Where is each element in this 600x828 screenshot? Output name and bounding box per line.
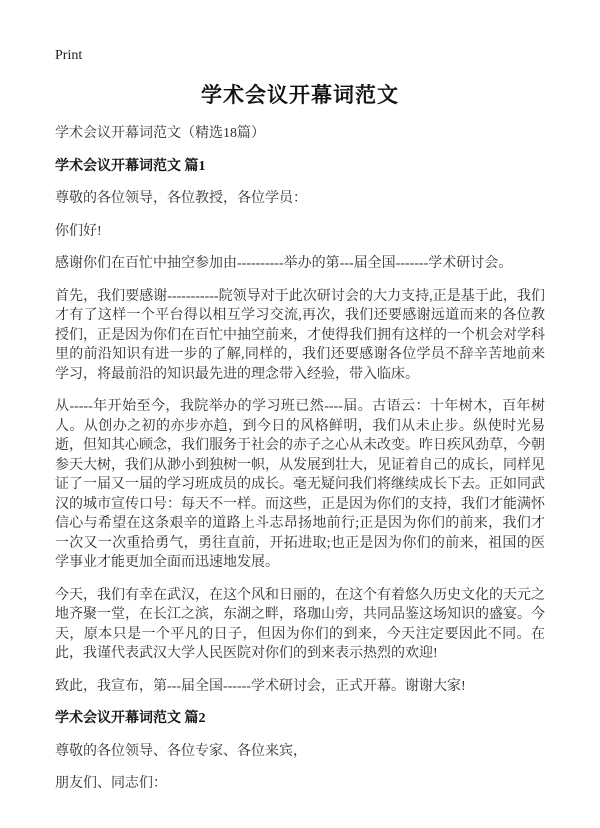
section-heading-1: 学术会议开幕词范文 篇1 (55, 158, 206, 174)
paragraph-salutation-1: 尊敬的各位领导，各位教授，各位学员： (55, 191, 307, 206)
paragraph-history: 从-----年开始至今，我院举办的学习班已然----届。古语云：十年树木，百年树人。从创办之初的亦步亦趋，到今日的风格鲜明，我们从未止步。纵使时光易逝，但知其心顾念，我们服务于社会的赤子之心从未改变。昨日疾风劲草，今朝参天大树，我们从渺小到独树一帜，从发展到壮大，见证着自己的成长，同样见证了一届又一届的学习班成员的成长。毫无疑问我们将继续成长下去。正如同武汉的城市宣传口号：每天不一样。而这些，正是因为你们的支持，我们才能满怀信心与希望在这条艰辛的道路上斗志昂扬地前行;正是因为你们的前来，我们才一次又一次重拾勇气，勇往直前，开拓进取;也正是因为你们的前来，祖国的医学事业才能更加全面而迅速地发展。 (55, 399, 545, 570)
doc-subtitle: 学术会议开幕词范文（精选18篇） (55, 126, 265, 141)
paragraph-salutation-2: 尊敬的各位领导、各位专家、各位来宾， (55, 743, 307, 759)
paragraph-thanks-detail: 首先，我们要感谢-----------院领导对于此次研讨会的大力支持,正是基于此，我们才有了这样一个平台得以相互学习交流,再次，我们还要感谢远道而来的各位教授们，正是因为你们在百忙中抽空前来，才使得我们拥有这样的一个机会对学科里的前沿知识有进一步的了解,同样的，我们还要感谢各位学员不辞辛苦地前来学习，将最前沿的知识最先进的理念带入经验，带入临床。 (55, 288, 545, 382)
paragraph-salutation-3: 朋友们、同志们： (55, 776, 167, 791)
print-button[interactable]: Print (55, 48, 83, 63)
page-title: 学术会议开幕词范文 (201, 83, 399, 107)
paragraph-announcement: 致此，我宣布，第---届全国------学术研讨会，正式开幕。谢谢大家! (55, 678, 466, 694)
paragraph-thanks-intro: 感谢你们在百忙中抽空参加由----------举办的第---届全国-------学术研讨会。 (55, 256, 513, 271)
paragraph-greeting: 你们好! (55, 223, 102, 239)
section-heading-2: 学术会议开幕词范文 篇2 (55, 711, 206, 726)
paragraph-welcome: 今天，我们有幸在武汉，在这个风和日丽的，在这个有着悠久历史文化的天元之地齐聚一堂，在长江之滨，东湖之畔，珞珈山旁，共同品鉴这场知识的盛宴。今天，原本只是一个平凡的日子，但因为你们的到来，今天注定要因此不同。在此，我谨代表武汉大学人民医院对你们的到来表示热烈的欢迎! (55, 587, 545, 661)
